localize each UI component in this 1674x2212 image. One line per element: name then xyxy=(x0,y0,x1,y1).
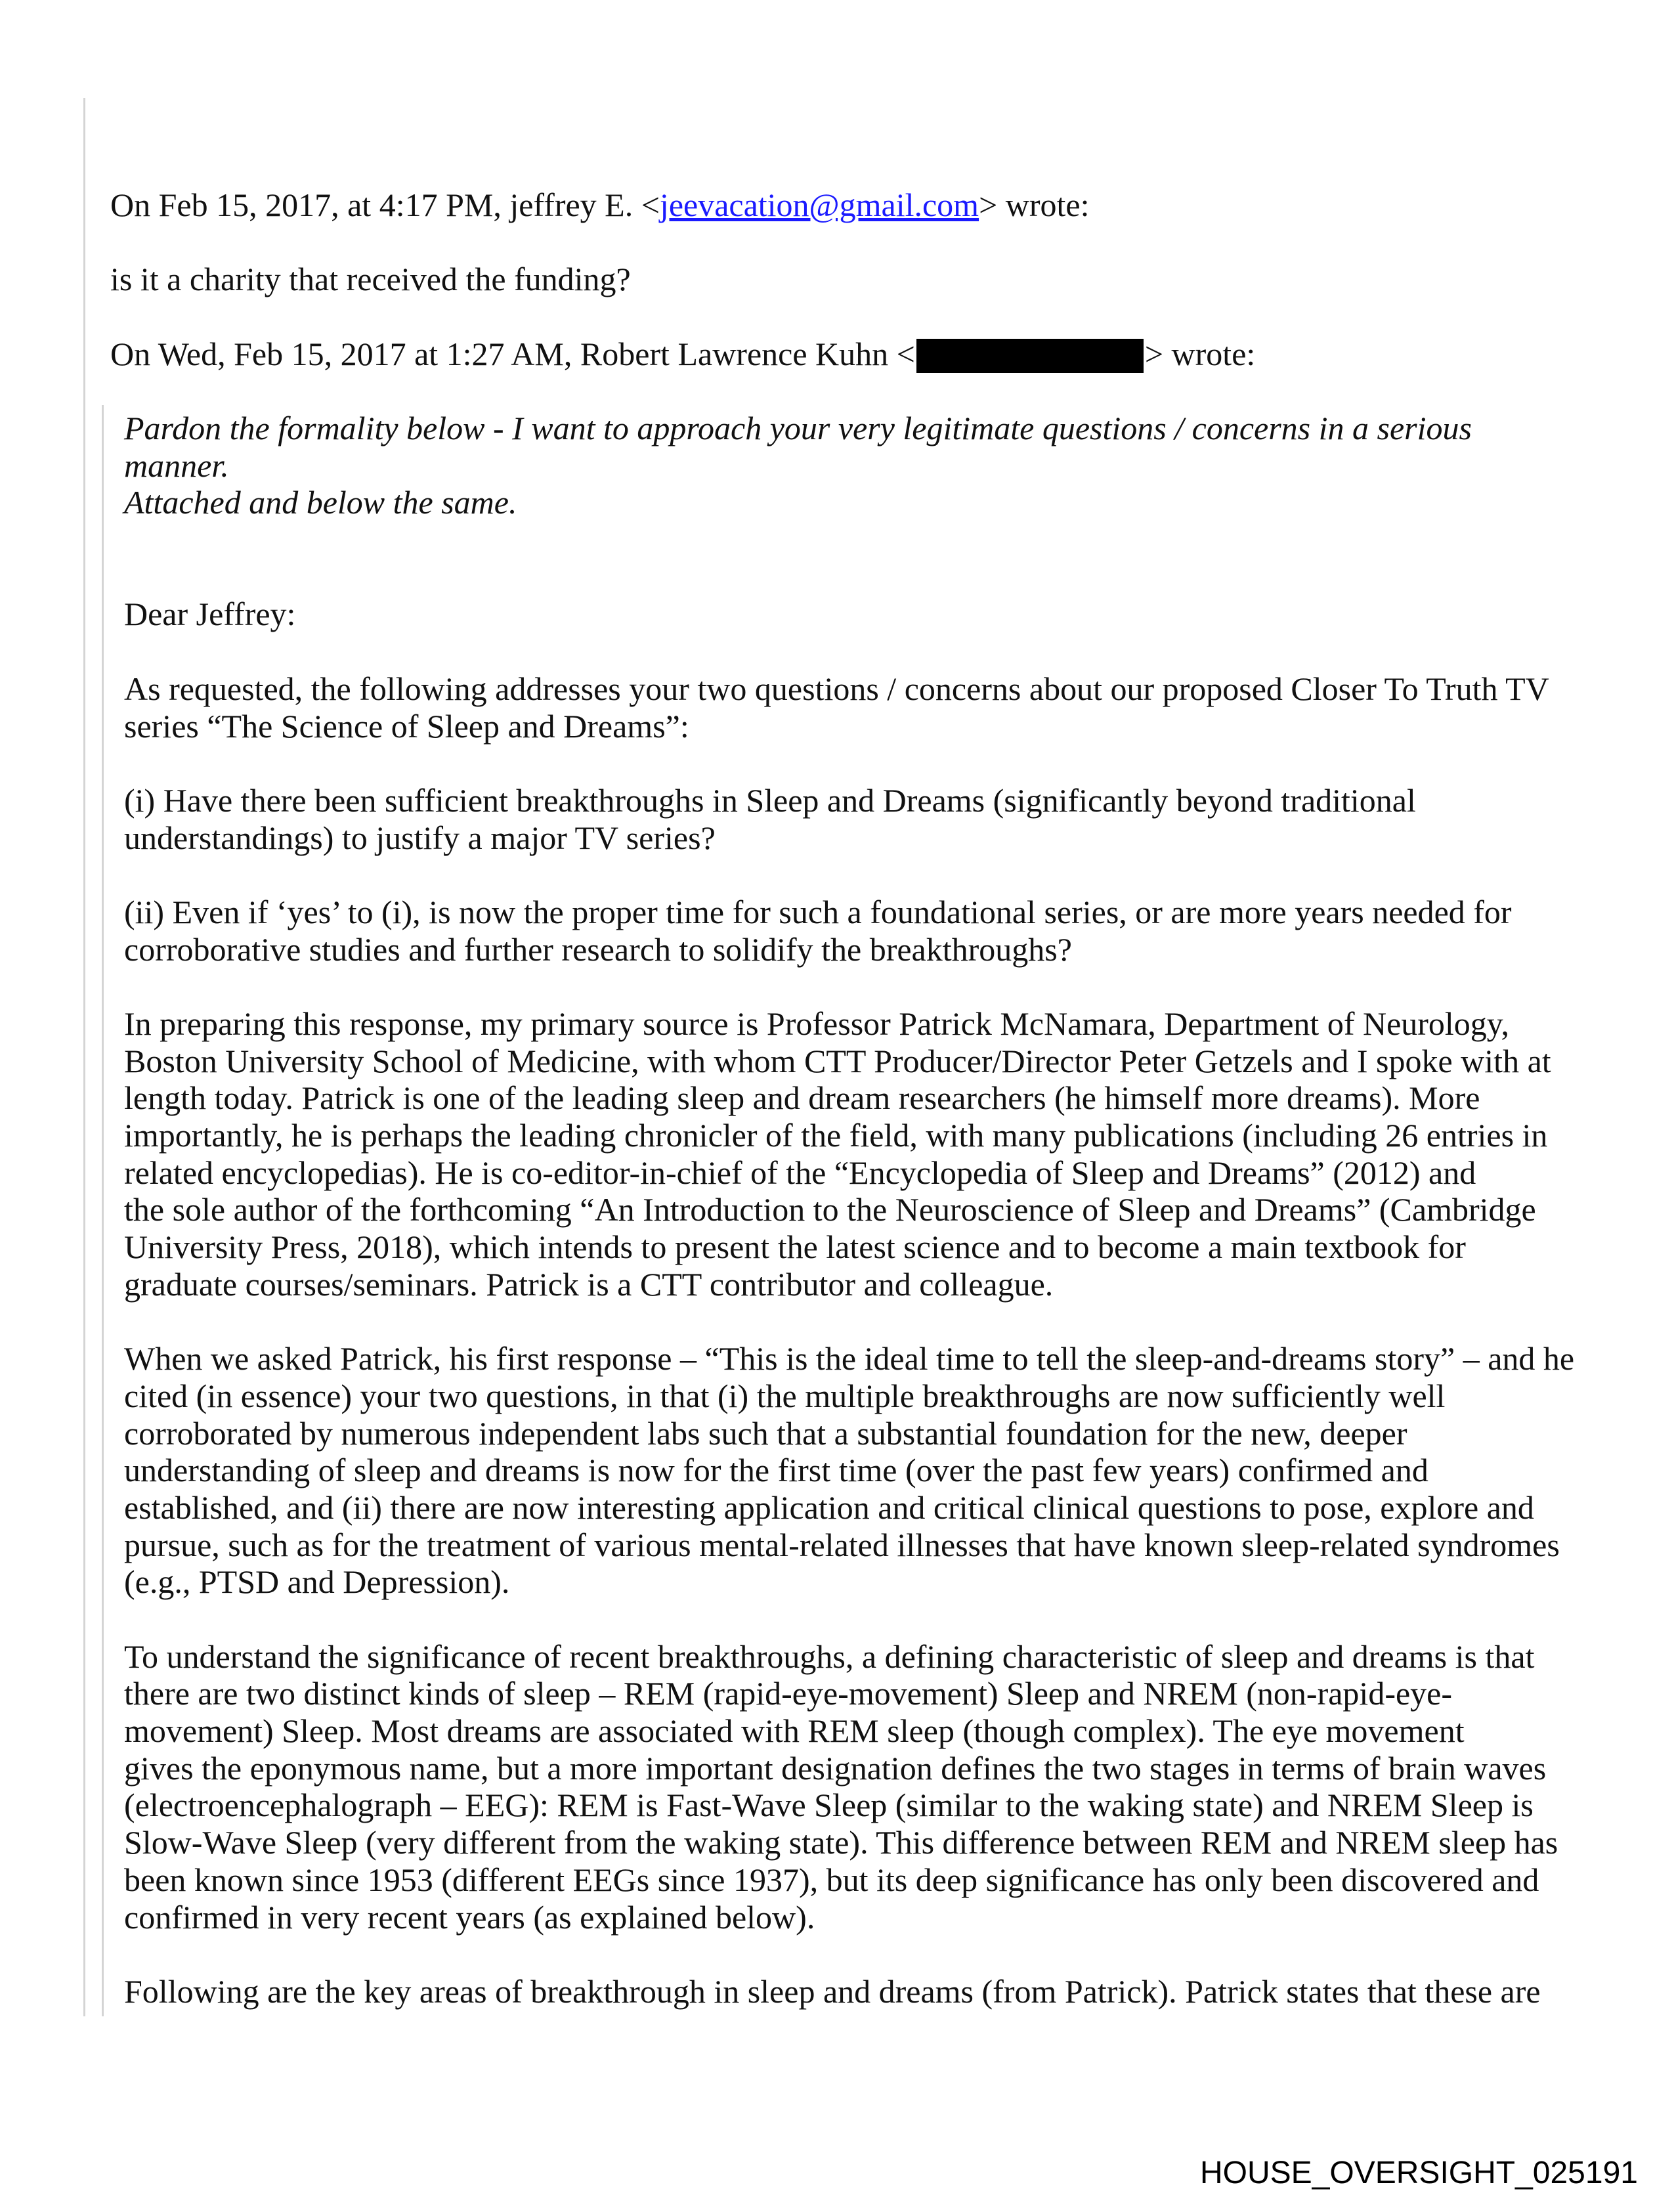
paragraph-line: (i) Have there been sufficient breakthroughs in Sleep and Dreams (significantly beyond traditional xyxy=(124,781,1416,819)
quote-border-inner xyxy=(102,405,104,2016)
redacted-email xyxy=(916,339,1144,373)
paragraph-line: length today. Patrick is one of the leading sleep and dream researchers (he himself more dreams). More xyxy=(124,1079,1480,1117)
reply-body: is it a charity that received the funding? xyxy=(110,261,631,298)
intro-note-line: Pardon the formality below - I want to approach your very legitimate questions / concerns in a serious xyxy=(124,410,1472,446)
intro-note-line: Attached and below the same. xyxy=(124,484,517,521)
paragraph-line: As requested, the following addresses your two questions / concerns about our proposed Closer To Truth TV xyxy=(124,670,1549,707)
paragraph-line: (e.g., PTSD and Depression). xyxy=(124,1563,510,1601)
paragraph-line: University Press, 2018), which intends to present the latest science and to become a main textbook for xyxy=(124,1228,1466,1266)
paragraph-line: In preparing this response, my primary source is Professor Patrick McNamara, Department of Neurology, xyxy=(124,1005,1510,1042)
paragraph-line: understandings) to justify a major TV series? xyxy=(124,819,716,856)
paragraph-line: movement) Sleep. Most dreams are associated with REM sleep (though complex). The eye movement xyxy=(124,1712,1465,1750)
quote-border-outer xyxy=(83,98,85,2016)
paragraph-line: understanding of sleep and dreams is now for the first time (over the past few years) confirmed and xyxy=(124,1452,1428,1489)
attribution-text: On Wed, Feb 15, 2017 at 1:27 AM, Robert Lawrence Kuhn < xyxy=(110,335,915,372)
bates-number: HOUSE_OVERSIGHT_025191 xyxy=(1200,2156,1638,2190)
intro-note-line: manner. xyxy=(124,446,229,484)
paragraph-line: (electroencephalograph – EEG): REM is Fast-Wave Sleep (similar to the waking state) and NREM Sleep is xyxy=(124,1787,1534,1824)
email-link[interactable]: jeevacation@gmail.com xyxy=(659,186,979,223)
salutation: Dear Jeffrey: xyxy=(124,596,296,633)
paragraph-line: there are two distinct kinds of sleep – REM (rapid-eye-movement) Sleep and NREM (non-rapid-eye- xyxy=(124,1675,1452,1712)
paragraph-line: To understand the significance of recent breakthroughs, a defining characteristic of sleep and dreams is that xyxy=(124,1637,1535,1675)
email-thread-header xyxy=(110,186,1255,372)
paragraph-line: Boston University School of Medicine, with whom CTT Producer/Director Peter Getzels and I spoke with at xyxy=(124,1042,1551,1079)
attribution-text: On Feb 15, 2017, at 4:17 PM, jeffrey E. < xyxy=(110,186,660,223)
quoted-message xyxy=(124,410,1574,2010)
reply-attribution-jeffrey xyxy=(110,186,1255,224)
paragraph-line: gives the eponymous name, but a more important designation defines the two stages in terms of brain waves xyxy=(124,1749,1547,1787)
attribution-suffix: > wrote: xyxy=(979,186,1090,223)
paragraph-line: corroborative studies and further research to solidify the breakthroughs? xyxy=(124,930,1072,968)
paragraph-line: Slow-Wave Sleep (very different from the waking state). This difference between REM and NREM sleep has xyxy=(124,1824,1558,1861)
paragraph-line: series “The Science of Sleep and Dreams”: xyxy=(124,707,689,745)
paragraph-line: importantly, he is perhaps the leading chronicler of the field, with many publications (including 26 entries in xyxy=(124,1117,1548,1154)
paragraph-line: established, and (ii) there are now interesting application and critical clinical questions to pose, explore and xyxy=(124,1488,1534,1526)
attribution-suffix: > wrote: xyxy=(1144,335,1256,372)
paragraph-line: graduate courses/seminars. Patrick is a CTT contributor and colleague. xyxy=(124,1265,1054,1303)
paragraph-line: the sole author of the forthcoming “An Introduction to the Neuroscience of Sleep and Dreams” (Cambridge xyxy=(124,1191,1536,1228)
paragraph-line: (ii) Even if ‘yes’ to (i), is now the proper time for such a foundational series, or are more years needed for xyxy=(124,893,1512,930)
paragraph-line: cited (in essence) your two questions, in that (i) the multiple breakthroughs are now sufficiently well xyxy=(124,1377,1446,1414)
paragraph-line: Following are the key areas of breakthrough in sleep and dreams (from Patrick). Patrick states that these are xyxy=(124,1972,1541,2010)
paragraph-line: pursue, such as for the treatment of various mental-related illnesses that have known sleep-related syndromes xyxy=(124,1526,1560,1563)
paragraph-line: confirmed in very recent years (as explained below). xyxy=(124,1898,815,1936)
paragraph-line: related encyclopedias). He is co-editor-in-chief of the “Encyclopedia of Sleep and Dreams” (2012) and xyxy=(124,1154,1476,1191)
paragraph-line: When we asked Patrick, his first response – “This is the ideal time to tell the sleep-and-dreams story” – and he xyxy=(124,1340,1575,1377)
paragraph-line: corroborated by numerous independent labs such that a substantial foundation for the new, deeper xyxy=(124,1414,1407,1452)
paragraph-line: been known since 1953 (different EEGs since 1937), but its deep significance has only been discovered and xyxy=(124,1861,1539,1898)
reply-attribution-kuhn xyxy=(110,336,1255,373)
